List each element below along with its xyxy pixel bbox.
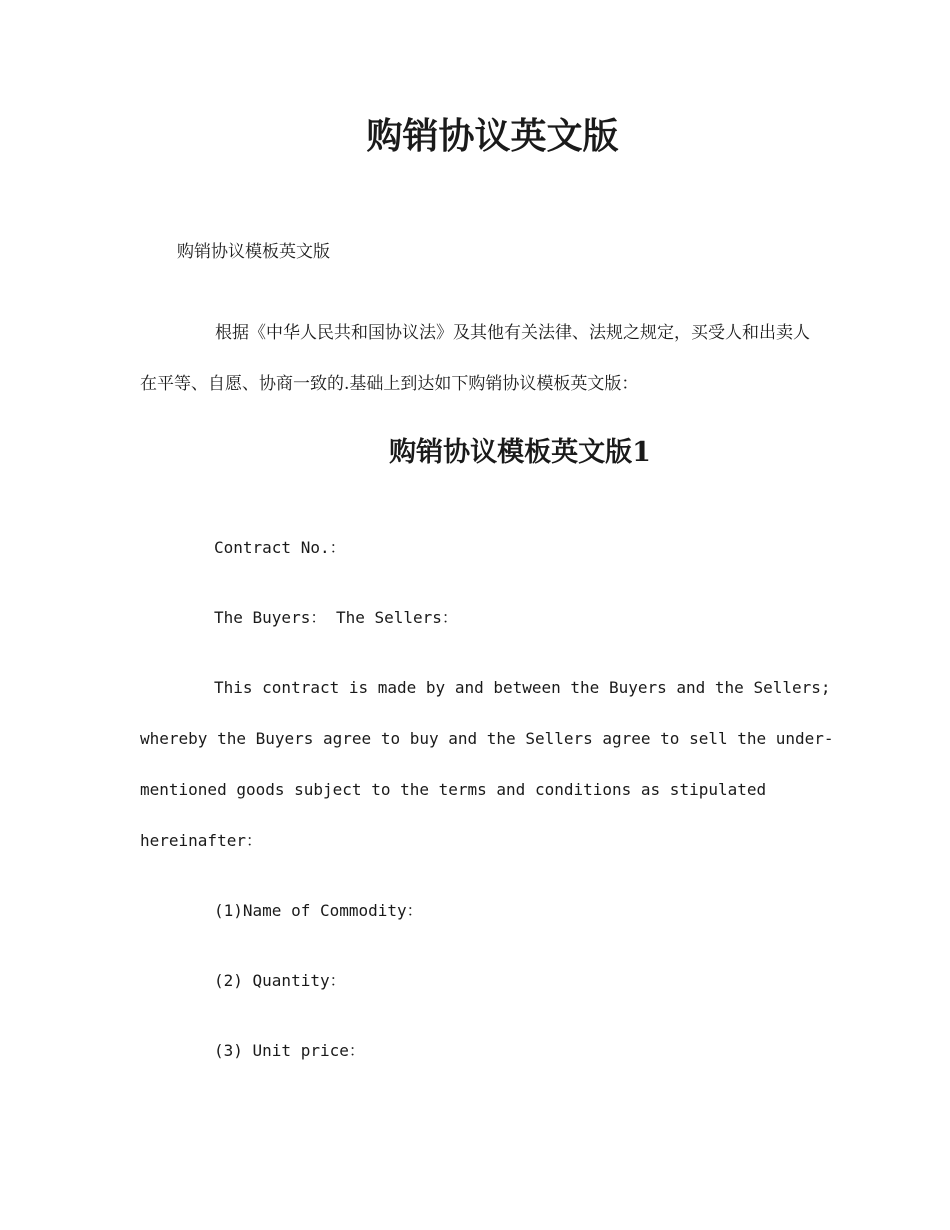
document-subtitle: 购销协议模板英文版: [177, 242, 330, 262]
body-line-1: This contract is made by and between the Buyers and the Sellers;: [214, 678, 831, 697]
parties-line: The Buyers： The Sellers：: [214, 608, 458, 627]
contract-number-line: Contract No.：: [214, 538, 346, 557]
body-line-2: whereby the Buyers agree to buy and the Sellers agree to sell the under-: [140, 729, 834, 748]
item-quantity: (2) Quantity：: [214, 971, 346, 990]
intro-paragraph: 根据《中华人民共和国协议法》及其他有关法律、法规之规定，买受人和出卖人在平等、自愿、协商一致的.基础上到达如下购销协议模板英文版：: [140, 323, 810, 394]
body-line-3: mentioned goods subject to the terms and conditions as stipulated: [140, 780, 767, 799]
item-name-of-commodity: (1)Name of Commodity：: [214, 901, 423, 920]
body-line-4: hereinafter：: [140, 831, 262, 850]
section-heading: 购销协议模板英文版1: [389, 437, 651, 468]
item-unit-price: (3) Unit price：: [214, 1041, 365, 1060]
document-title: 购销协议英文版: [366, 115, 619, 157]
